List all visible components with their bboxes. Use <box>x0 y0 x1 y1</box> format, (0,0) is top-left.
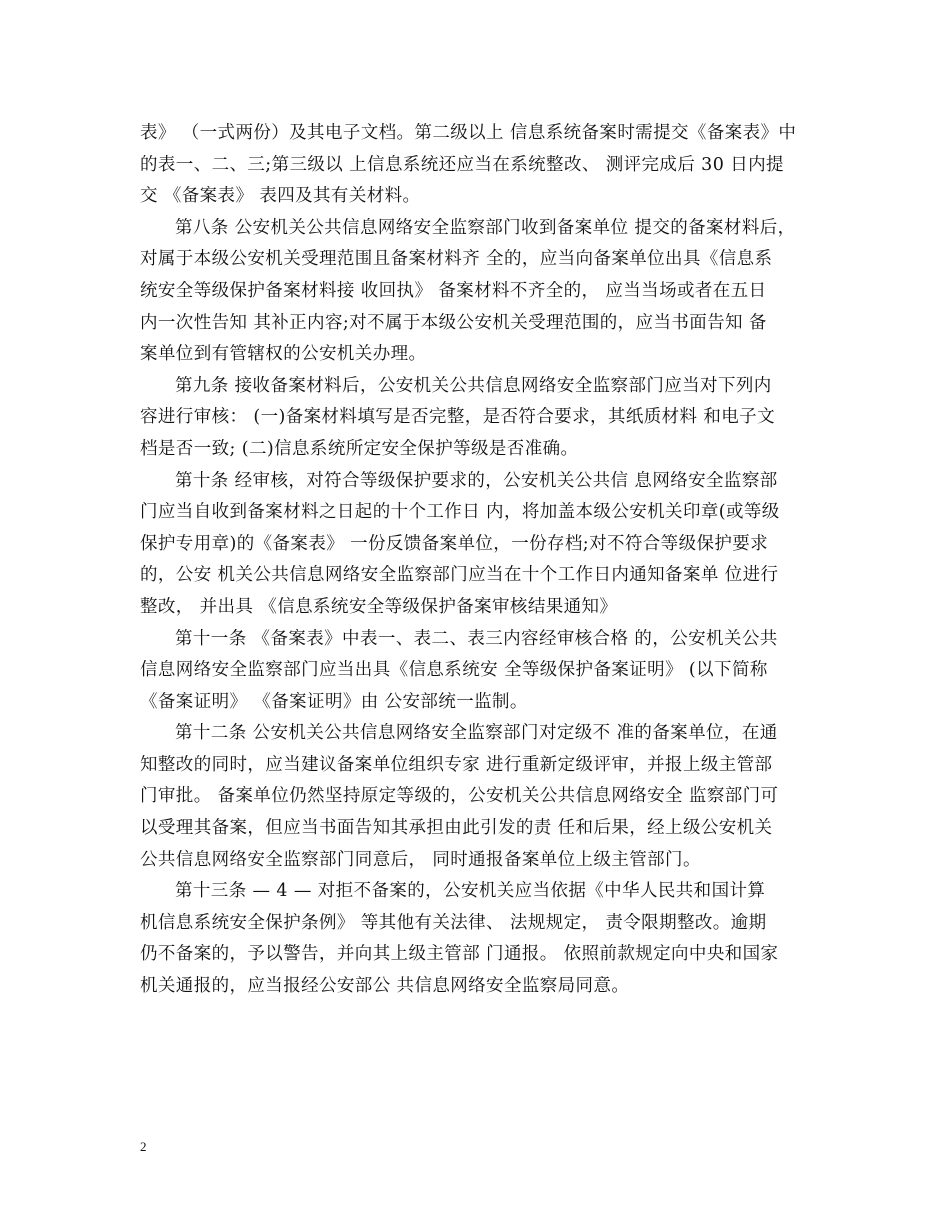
text-line: 第九条 接收备案材料后，公安机关公共信息网络安全监察部门应当对下列内 <box>175 375 772 396</box>
text-line: 信息网络安全监察部门应当出具《信息系统安 全等级保护备案证明》 (以下简称 <box>140 660 768 681</box>
text-line: 以受理其备案，但应当书面告知其承担由此引发的责 任和后果，经上级公安机关 <box>140 818 773 839</box>
page-number: 2 <box>140 1139 147 1154</box>
text-line: 对属于本级公安机关受理范围且备案材料齐 全的，应当向备案单位出具《信息系 <box>140 249 773 270</box>
text-line: 知整改的同时，应当建议备案单位组织专家 进行重新定级评审，并报上级主管部 <box>140 754 773 775</box>
text-line: 表》 （一式两份）及其电子文档。第二级以上 信息系统备案时需提交《备案表》中 <box>140 123 797 143</box>
text-line: 《备案证明》 《备案证明》由 公安部统一监制。 <box>140 691 528 712</box>
text-line: 第十条 经审核，对符合等级保护要求的，公安机关公共信 息网络安全监察部 <box>175 470 778 491</box>
text-line: 第十一条 《备案表》中表一、表二、表三内容经审核合格 的，公安机关公共 <box>175 628 778 649</box>
text-line: 门应当自收到备案材料之日起的十个工作日 内，将加盖本级公安机关印章(或等级 <box>140 502 780 523</box>
text-line: 机信息系统安全保护条例》 等其他有关法律、 法规规定， 责令限期整改。逾期 <box>140 912 767 933</box>
text-line: 机关通报的，应当报经公安部公 共信息网络安全监察局同意。 <box>140 976 630 997</box>
paragraph <box>140 118 820 213</box>
text-line: 案单位到有管辖权的公安机关办理。 <box>140 344 427 365</box>
paragraph <box>140 876 820 1002</box>
text-line: 容进行审核： (一)备案材料填写是否完整，是否符合要求，其纸质材料 和电子文 <box>140 407 775 428</box>
paragraph <box>140 466 820 624</box>
text-line: 保护专用章)的《备案表》 一份反馈备案单位，一份存档;对不符合等级保护要求 <box>140 533 769 554</box>
text-line: 内一次性告知 其补正内容;对不属于本级公安机关受理范围的，应当书面告知 备 <box>140 312 767 333</box>
text-line: 交 《备案表》 表四及其有关材料。 <box>140 186 421 207</box>
text-line: 的，公安 机关公共信息网络安全监察部门应当在十个工作日内通知备案单 位进行 <box>140 565 779 586</box>
text-line: 仍不备案的，予以警告，并向其上级主管部 门通报。 依照前款规定向中央和国家 <box>140 944 779 965</box>
text-line: 整改， 并出具 《信息系统安全等级保护备案审核结果通知》 <box>140 596 618 617</box>
text-line: 第十二条 公安机关公共信息网络安全监察部门对定级不 准的备案单位，在通 <box>175 723 778 744</box>
text-line: 公共信息网络安全监察部门同意后， 同时通报备案单位上级主管部门。 <box>140 849 701 870</box>
paragraph <box>140 624 820 719</box>
text-line: 第十三条 — 4 — 对拒不备案的，公安机关应当依据《中华人民共和国计算 <box>175 881 766 902</box>
paragraph <box>140 718 820 876</box>
document-body <box>140 118 820 1003</box>
text-line: 档是否一致; (二)信息系统所定安全保护等级是否准确。 <box>140 438 579 459</box>
text-line: 第八条 公安机关公共信息网络安全监察部门收到备案单位 提交的备案材料后， <box>175 217 796 238</box>
text-line: 门审批。 备案单位仍然坚持原定等级的，公安机关公共信息网络安全 监察部门可 <box>140 786 779 807</box>
text-line: 的表一、二、三;第三级以 上信息系统还应当在系统整改、 测评完成后 30 日内提 <box>140 154 784 175</box>
text-line: 统安全等级保护备案材料接 收回执》 备案材料不齐全的， 应当当场或者在五日 <box>140 280 767 301</box>
paragraph <box>140 371 820 466</box>
paragraph <box>140 213 820 371</box>
